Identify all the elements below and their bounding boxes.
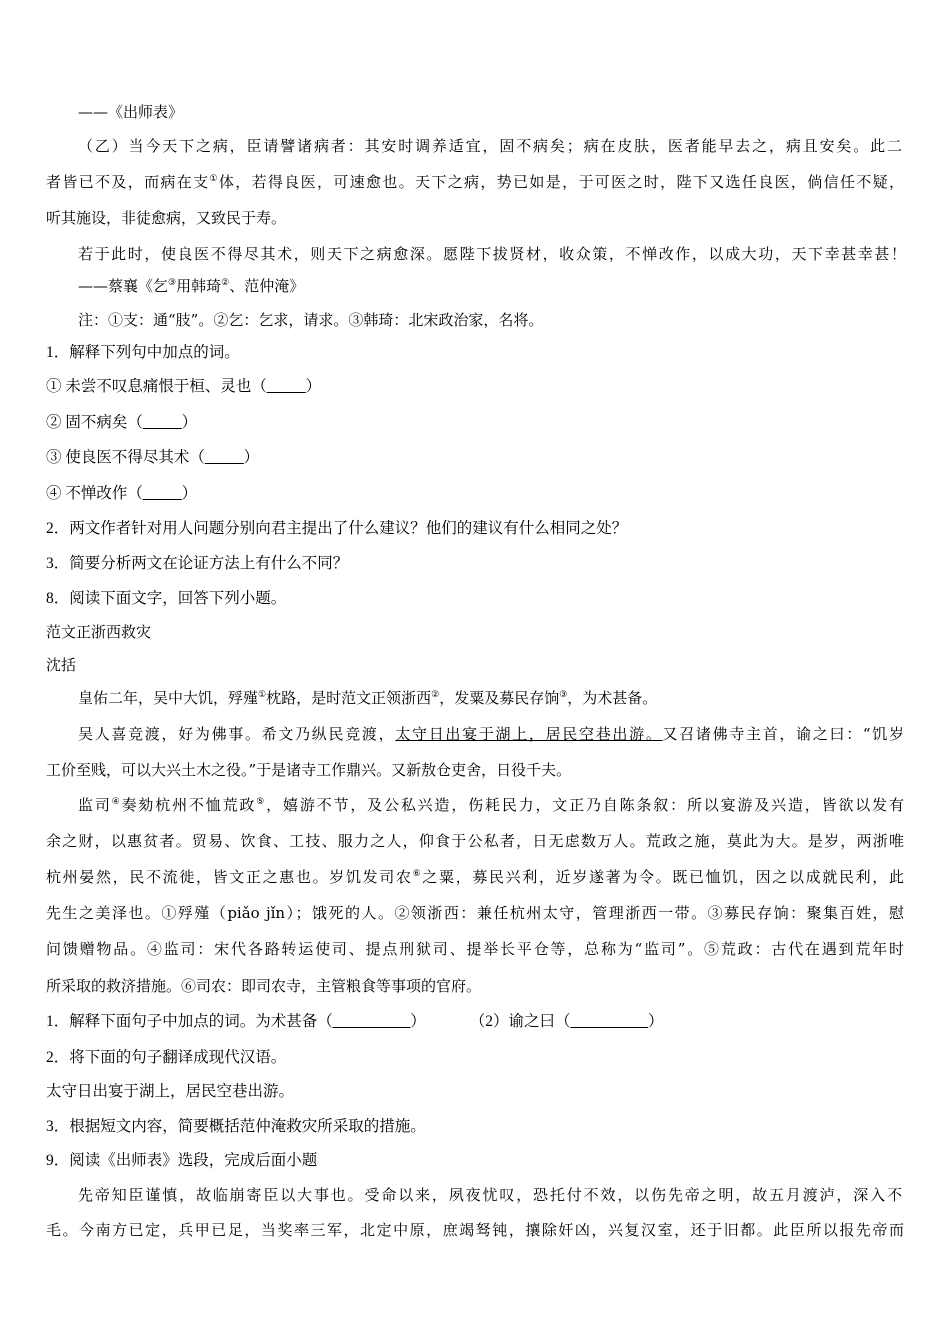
q7-item-3: ③ 使良医不得尽其术（_____） — [46, 449, 260, 466]
passage-b-line-1: （乙）当今天下之病，臣请譬诸病者：其安时调养适宜，固不病矣；病在皮肤，医者能早去之，病且安矣。此二 — [78, 137, 902, 155]
q8-passage-title: 范文正浙西救灾 — [46, 623, 152, 641]
q8-paragraph-3-line-2: 余之财，以惠贫者。贸易、饮食、工技、服力之人，仰食于公私者，日无虑数万人。荒政之施，莫此为大。是岁，两浙唯 — [46, 832, 904, 850]
q7-question-1: 1．解释下列句中加点的词。 — [46, 344, 240, 361]
q8-paragraph-3-line-4: 先生之美泽也。①殍殣（piǎo jǐn）；饿死的人。②领浙西：兼任杭州太守，管理浙西一带。③募民存饷：聚集百姓，慰 — [46, 904, 904, 922]
q8-paragraph-3-line-5: 问馈赠物品。④监司：宋代各路转运使司、提点刑狱司、提举长平仓等，总称为“监司”。⑤荒政：古代在遇到荒年时 — [46, 940, 904, 958]
q8-paragraph-3-line-3: 杭州晏然，民不流徙，皆文正之惠也。岁饥发司农⑥之粟，募民兴利，近岁遂著为令。既已恤饥，因之以成就民利，此 — [46, 868, 904, 886]
q8-paragraph-1: 皇佑二年，吴中大饥，殍殣①枕路，是时范文正领浙西②，发粟及募民存饷③，为术甚备。 — [78, 689, 658, 707]
passage-b-line-3: 听其施设，非徒愈病，又致民于寿。 — [46, 209, 287, 227]
q7-item-4: ④ 不惮改作（_____） — [46, 485, 198, 502]
answer-blank[interactable]: _____ — [204, 449, 244, 466]
answer-blank[interactable]: __________ — [332, 1013, 411, 1030]
q8-question-3: 3．根据短文内容，简要概括范仲淹救灾所采取的措施。 — [46, 1118, 426, 1135]
q8-question-2: 2．将下面的句子翻译成现代汉语。 — [46, 1049, 287, 1066]
q7-item-1: ① 未尝不叹息痛恨于桓、灵也（_____） — [46, 378, 322, 395]
passage-b-notes: 注：①支：通“肢”。②乞：乞求，请求。③韩琦：北宋政治家，名将。 — [78, 311, 544, 329]
q9-passage-line-1: 先帝知臣谨慎，故临崩寄臣以大事也。受命以来，夙夜忧叹，恐托付不效，以伤先帝之明，故五月渡泸，深入不 — [78, 1186, 902, 1204]
passage-b-line-4: 若于此时，使良医不得尽其术，则天下之病愈深。愿陛下拔贤材，收众策，不惮改作，以成大功，天下幸甚幸甚！ — [78, 245, 906, 263]
passage-a-source: ——《出师表》 — [78, 103, 184, 121]
q8-question-2-sentence: 太守日出宴于湖上，居民空巷出游。 — [46, 1083, 295, 1100]
passage-b-line-2: 者皆已不及，而病在支①体，若得良医，可速愈也。天下之病，势已如是，于可医之时，陛下又选任良医，倘信任不疑， — [46, 173, 904, 191]
q9-heading: 9．阅读《出师表》选段，完成后面小题 — [46, 1152, 318, 1169]
q8-paragraph-3-line-1: 监司④奏劾杭州不恤荒政⑤，嬉游不节，及公私兴造，伤耗民力，文正乃自陈条叙：所以宴游及兴造，皆欲以发有 — [78, 796, 904, 814]
q8-question-1: 1．解释下面句子中加点的词。为术甚备（__________） （2）谕之曰（__________） — [46, 1013, 664, 1030]
passage-b-source: ——蔡襄《乞③用韩琦②、范仲淹》 — [78, 277, 305, 295]
q7-question-2: 2．两文作者针对用人问题分别向君主提出了什么建议？他们的建议有什么相同之处？ — [46, 520, 628, 537]
q7-question-3: 3．简要分析两文在论证方法上有什么不同？ — [46, 555, 349, 572]
answer-blank[interactable]: _____ — [142, 485, 182, 502]
answer-blank[interactable]: _____ — [266, 378, 306, 395]
underlined-sentence: 太守日出宴于湖上，居民空巷出游。 — [395, 725, 663, 743]
q8-paragraph-2-line-1: 吴人喜竞渡，好为佛事。希文乃纵民竞渡，太守日出宴于湖上，居民空巷出游。又召诸佛寺主首，谕之曰：“饥岁 — [78, 725, 904, 743]
q7-item-2: ② 固不病矣（_____） — [46, 414, 198, 431]
q8-heading: 8．阅读下面文字，回答下列小题。 — [46, 590, 287, 607]
answer-blank[interactable]: _____ — [142, 414, 182, 431]
q8-passage-author: 沈括 — [46, 656, 77, 674]
q9-passage-line-2: 毛。今南方已定，兵甲已足，当奖率三军，北定中原，庶竭驽钝，攘除奸凶，兴复汉室，还于旧都。此臣所以报先帝而 — [46, 1221, 904, 1239]
q8-paragraph-3-line-6: 所采取的救济措施。⑥司农：即司农寺，主管粮食等事项的官府。 — [46, 977, 482, 995]
footnote-marker: ① — [209, 174, 219, 184]
q8-paragraph-2-line-2: 工价至贱，可以大兴土木之役。”于是诸寺工作鼎兴。又新敖仓吏舍，日役千夫。 — [46, 761, 572, 779]
answer-blank[interactable]: __________ — [570, 1013, 649, 1030]
